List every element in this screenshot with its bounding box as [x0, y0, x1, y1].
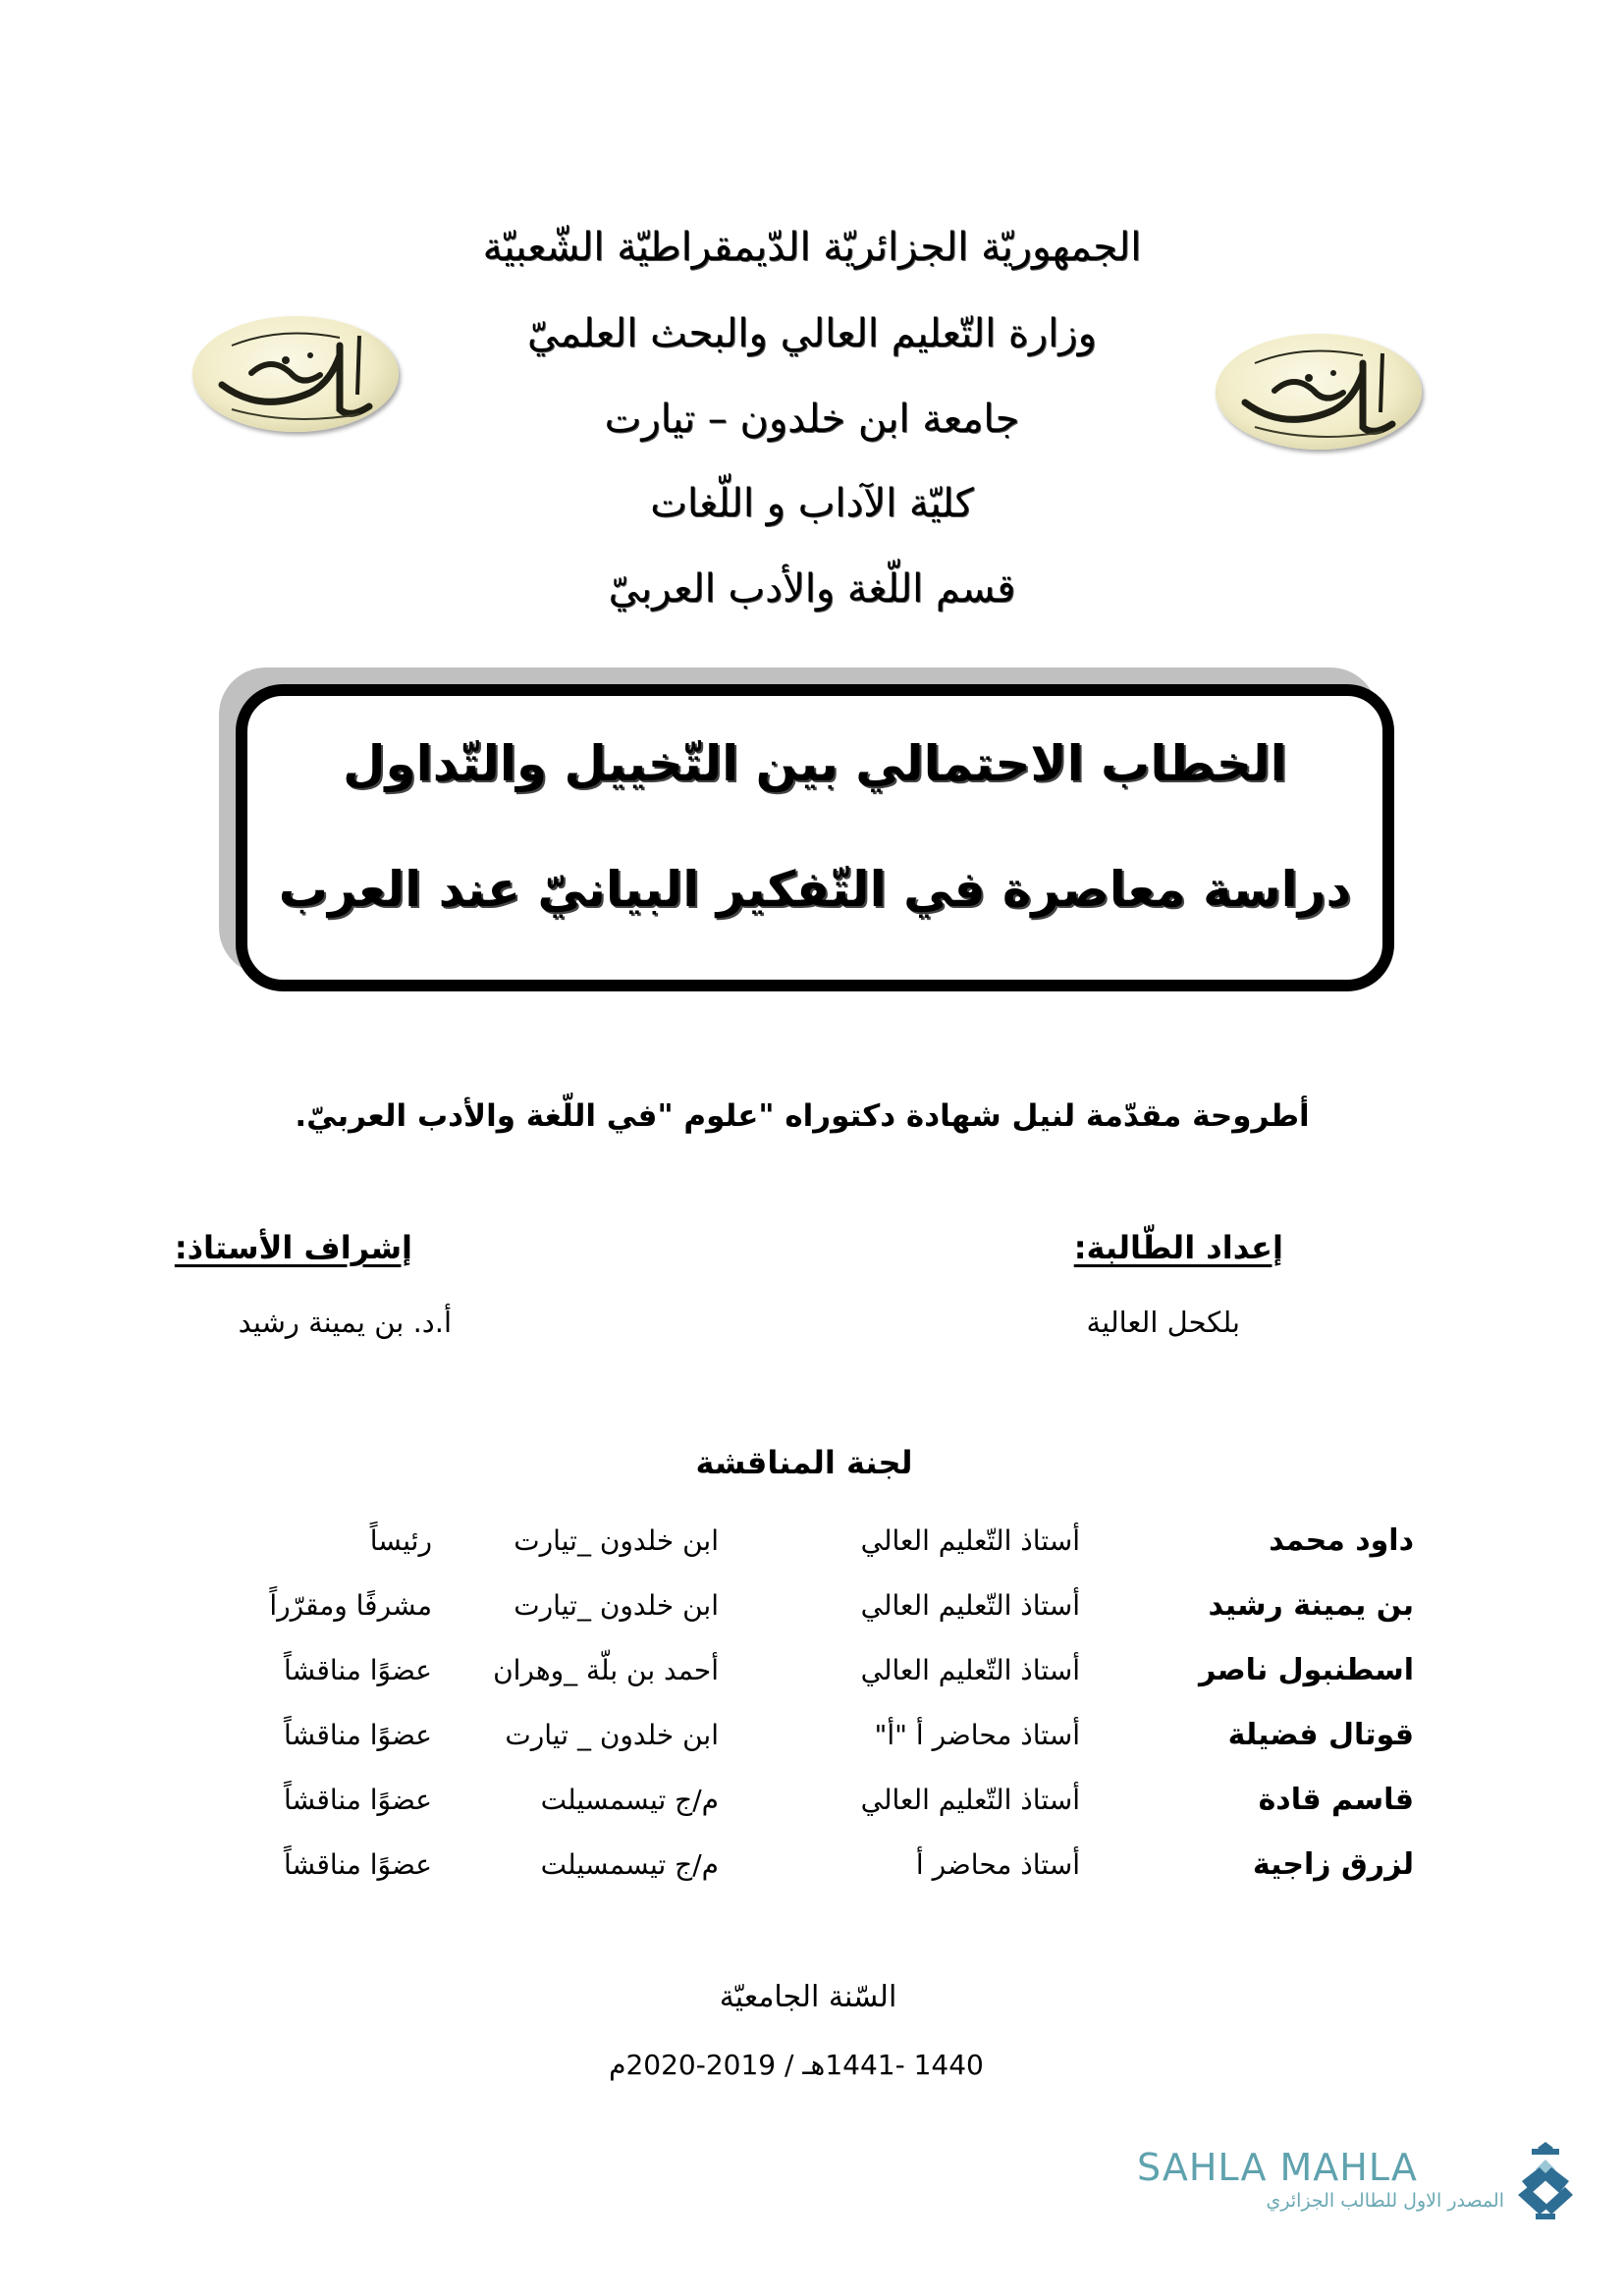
- member-name: قوتال فضيلة: [1227, 1718, 1414, 1752]
- supervisor-name: أ.د. بن يمينة رشيد: [238, 1306, 452, 1339]
- member-institution: ابن خلدون _تيارت: [514, 1524, 719, 1557]
- member-rank: أستاذ التّعليم العالي: [860, 1654, 1080, 1686]
- member-rank: أستاذ محاضر أ "أ": [874, 1719, 1080, 1751]
- member-name: بن يمينة رشيد: [1208, 1588, 1414, 1623]
- member-role: عضوًا مناقشاً: [283, 1848, 432, 1881]
- member-role: مشرفًا ومقرّراً: [269, 1589, 432, 1622]
- member-rank: أستاذ التّعليم العالي: [860, 1524, 1080, 1557]
- member-institution: م/ج تيسمسيلت: [540, 1848, 719, 1881]
- member-rank: أستاذ محاضر أ: [915, 1848, 1080, 1881]
- member-rank: أستاذ التّعليم العالي: [860, 1589, 1080, 1622]
- header-ministry: وزارة التّعليم العالي والبحث العلميّ: [527, 311, 1097, 356]
- member-name: قاسم قادة: [1258, 1783, 1414, 1817]
- member-institution: م/ج تيسمسيلت: [540, 1784, 719, 1816]
- committee-row: [0, 1576, 1624, 1635]
- member-institution: ابن خلدون _ تيارت: [505, 1719, 719, 1751]
- member-role: عضوًا مناقشاً: [283, 1719, 432, 1751]
- sahla-mahla-watermark: [1137, 2148, 1598, 2246]
- committee-title: لجنة المناقشة: [695, 1444, 913, 1481]
- academic-year-label: السّنة الجامعيّة: [719, 1980, 897, 2014]
- committee-row: [0, 1771, 1624, 1830]
- committee-row: [0, 1512, 1624, 1571]
- member-name: اسطنبول ناصر: [1199, 1653, 1414, 1687]
- supervised-by-label: إشراف الأستاذ:: [174, 1229, 412, 1266]
- member-rank: أستاذ التّعليم العالي: [860, 1784, 1080, 1816]
- committee-row: [0, 1836, 1624, 1895]
- member-name: داود محمد: [1269, 1523, 1414, 1558]
- university-seal-left-icon: [192, 316, 399, 432]
- university-seal-right-icon: [1216, 334, 1422, 450]
- member-role: رئيساً: [369, 1524, 432, 1557]
- member-institution: ابن خلدون _تيارت: [514, 1589, 719, 1622]
- committee-row: [0, 1706, 1624, 1765]
- thesis-title-line-1: الخطاب الاحتمالي بين التّخييل والتّداول: [343, 735, 1287, 792]
- watermark-brand: SAHLA MAHLA: [1137, 2146, 1418, 2189]
- header-university: جامعة ابن خلدون – تيارت: [604, 397, 1020, 442]
- student-name: بلكحل العالية: [1086, 1306, 1240, 1339]
- prepared-by-label: إعداد الطّالبة:: [1073, 1229, 1283, 1266]
- sahla-mahla-logo-icon: [1510, 2138, 1581, 2226]
- thesis-subtitle: أطروحة مقدّمة لنيل شهادة دكتوراه "علوم "في اللّغة والأدب العربيّ.: [295, 1098, 1310, 1134]
- watermark-tagline: المصدر الاول للطالب الجزائري: [1266, 2190, 1504, 2212]
- academic-year-value: 1440 -1441هـ / 2019-2020م: [609, 2049, 984, 2081]
- thesis-title-box: [236, 684, 1394, 991]
- header-faculty: كليّة الآداب و اللّغات: [650, 481, 974, 526]
- member-role: عضوًا مناقشاً: [283, 1784, 432, 1816]
- committee-row: [0, 1641, 1624, 1700]
- member-role: عضوًا مناقشاً: [283, 1654, 432, 1686]
- header-republic: الجمهوريّة الجزائريّة الدّيمقراطيّة الشّعبيّة: [482, 225, 1142, 270]
- header-department: قسم اللّغة والأدب العربيّ: [608, 566, 1016, 612]
- member-institution: أحمد بن بلّة _وهران: [493, 1654, 719, 1686]
- thesis-title-line-2: دراسة معاصرة في التّفكير البيانيّ عند العرب: [278, 861, 1352, 918]
- member-name: لزرق زاجية: [1252, 1847, 1414, 1882]
